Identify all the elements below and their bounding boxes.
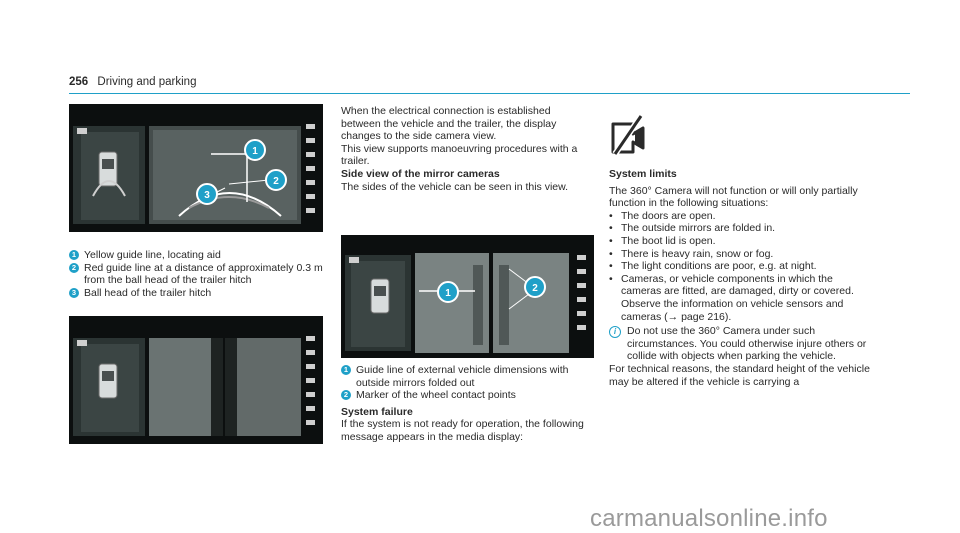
- caption-number: 1: [341, 365, 351, 375]
- caption-number: 2: [341, 390, 351, 400]
- closing-paragraph: For technical reasons, the standard height of the vehicle may be altered if the vehicle is carrying a: [609, 362, 870, 388]
- trailer-view-screenshot: [69, 316, 323, 444]
- section-title: Driving and parking: [97, 76, 197, 88]
- caption-item: [69, 249, 324, 262]
- page-header: [69, 76, 196, 88]
- callout-3: [197, 184, 217, 204]
- list-item-text: There is heavy rain, snow or fog.: [621, 247, 774, 260]
- list-item: • The boot lid is open.: [609, 234, 716, 247]
- list-item: • The light conditions are poor, e.g. at night.: [609, 260, 817, 273]
- caption-item: [69, 287, 324, 300]
- mirror-camera-screenshot: [341, 235, 594, 358]
- caption-item: [69, 262, 324, 287]
- caption-text: Yellow guide line, locating aid: [84, 249, 221, 261]
- intro-paragraph: When the electrical connection is established between the vehicle and the trailer, the display changes to the side camera view.: [341, 105, 557, 143]
- limits-intro: The 360° Camera will not function or will only partially function in the following situations:: [609, 184, 858, 210]
- list-item: • The outside mirrors are folded in.: [609, 222, 776, 235]
- caption-item: [341, 364, 591, 389]
- mirror-text: The sides of the vehicle can be seen in this view.: [341, 180, 569, 193]
- header-divider: [69, 93, 910, 94]
- list-item-text: Cameras, or vehicle components in which the cameras are fitted, are damaged, dirty or covered. Observe the information on vehicle sensors and cameras (→ page 216).: [621, 272, 854, 323]
- caption-item: [341, 389, 591, 402]
- callout-1-label: 1: [445, 288, 451, 299]
- list-item-text: The doors are open.: [621, 209, 716, 222]
- caption-text: Marker of the wheel contact points: [356, 389, 516, 402]
- watermark: carmanualsonline.info: [590, 505, 828, 532]
- failure-heading: System failure: [341, 405, 413, 418]
- list-item-text: The outside mirrors are folded in.: [621, 222, 776, 235]
- caption-number: 1: [69, 250, 79, 260]
- info-icon: i: [609, 326, 621, 338]
- middle-column: [341, 105, 591, 193]
- callout-1: [245, 140, 265, 160]
- callout-1: [438, 282, 458, 302]
- note-block: [609, 325, 871, 363]
- caption-number: 3: [69, 288, 79, 298]
- caption-text: Red guide line at a distance of approximately 0.3 m from the ball head of the trailer hitch: [84, 261, 323, 287]
- list-item: • There is heavy rain, snow or fog.: [609, 247, 774, 260]
- rear-camera-screenshot: [69, 104, 323, 232]
- list-item: • The doors are open.: [609, 209, 716, 222]
- callout-2-label: 2: [273, 176, 279, 187]
- caption-number: 2: [69, 263, 79, 273]
- callout-2: [266, 170, 286, 190]
- intro-paragraph: This view supports manoeuvring procedures with a trailer.: [341, 142, 578, 168]
- list-item: • Cameras, or vehicle components in which the cameras are fitted, are damaged, dirty or covered. Observe the information on vehicle sensors and cameras (→ page 216).: [609, 273, 871, 323]
- page-number: 256: [69, 76, 89, 88]
- note-text: Do not use the 360° Camera under such circumstances. You could otherwise injure others or collide with objects when parking the vehicle.: [627, 325, 867, 363]
- middle-lower: [341, 364, 591, 444]
- callout-2: [525, 277, 545, 297]
- mirror-heading: Side view of the mirror cameras: [341, 167, 500, 180]
- right-column: [609, 168, 871, 388]
- callout-3-label: 3: [204, 190, 210, 201]
- caption-text: Ball head of the trailer hitch: [84, 286, 212, 299]
- list-item-text: The boot lid is open.: [621, 234, 716, 247]
- callout-1-label: 1: [252, 146, 258, 157]
- limits-heading: System limits: [609, 168, 677, 180]
- caption-text: Guide line of external vehicle dimensions with outside mirrors folded out: [356, 364, 569, 389]
- figure1-captions: [69, 249, 324, 299]
- failure-text: If the system is not ready for operation, the following message appears in the media display:: [341, 418, 584, 443]
- callout-2-label: 2: [532, 283, 538, 294]
- camera-off-icon: [609, 110, 659, 160]
- list-item-text: The light conditions are poor, e.g. at night.: [621, 260, 817, 273]
